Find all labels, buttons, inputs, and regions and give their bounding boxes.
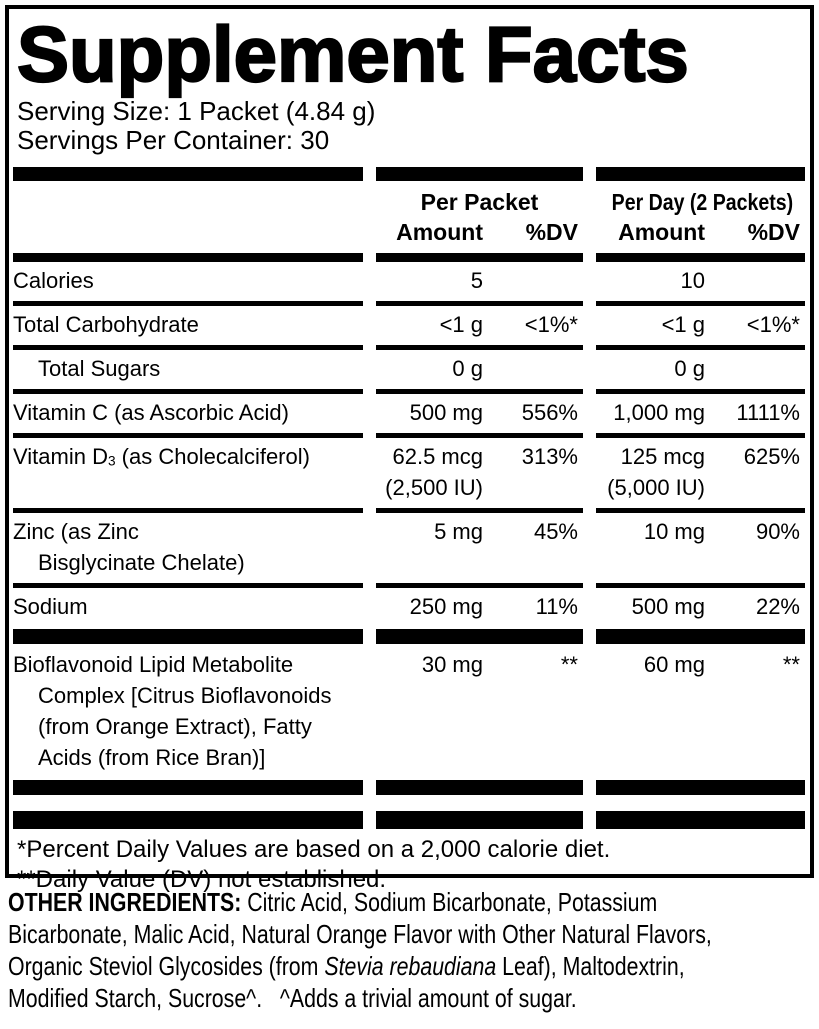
sodium-day-amount: 500 mg bbox=[631, 594, 705, 619]
calories-day bbox=[596, 265, 805, 296]
panel-title: Supplement Facts bbox=[17, 10, 689, 98]
footnote-percent-dv: *Percent Daily Values are based on a 2,000 calorie diet. bbox=[17, 836, 611, 863]
vitamin-d3-day-dv: 625% bbox=[743, 444, 800, 469]
total-sugars-day-amount: 0 g bbox=[674, 356, 705, 381]
supplement-facts-panel bbox=[5, 5, 814, 893]
bioflavonoid-complex-packet bbox=[376, 649, 583, 773]
separator-bar-segment bbox=[376, 583, 583, 588]
vitamin-c-packet-amount: 500 mg bbox=[409, 400, 483, 425]
separator-bar-segment bbox=[596, 508, 805, 513]
zinc-packet bbox=[376, 516, 583, 578]
supplement-label bbox=[0, 5, 819, 1029]
row-calories bbox=[13, 262, 806, 301]
total-carbohydrate-day bbox=[596, 309, 805, 340]
stevia-species-name: Stevia rebaudiana bbox=[324, 951, 497, 981]
row-vitamin-d3 bbox=[13, 438, 806, 508]
calories-day-amount: 10 bbox=[680, 268, 705, 293]
total-sugars-packet bbox=[376, 353, 583, 384]
vitamin-d3-packet-dv: 313% bbox=[521, 444, 578, 469]
vitamin-c-day-dv: 1111% bbox=[736, 400, 800, 425]
other-ingredients-text: Bicarbonate, Malic Acid, Natural Orange Flavor with Other Natural Flavors, bbox=[8, 919, 712, 949]
other-ingredients-text: Modified Starch, Sucrose^. ^Adds a trivial amount of sugar. bbox=[8, 983, 577, 1013]
zinc-day-amount: 10 mg bbox=[643, 519, 705, 544]
separator-bar bbox=[13, 301, 806, 306]
sodium-packet-dv: 11% bbox=[535, 594, 578, 619]
separator-bar-segment bbox=[596, 253, 805, 262]
table-bottom-bar bbox=[13, 797, 806, 829]
separator-bar-segment bbox=[376, 629, 583, 644]
sodium-packet-amount: 250 mg bbox=[409, 594, 483, 619]
separator-bar bbox=[13, 433, 806, 438]
other-ingredients-text: Leaf), Maltodextrin, bbox=[496, 951, 685, 981]
calories-label: Calories bbox=[13, 268, 94, 293]
header-spacer bbox=[13, 187, 363, 217]
total-sugars-day bbox=[596, 353, 805, 384]
separator-bar-segment bbox=[596, 345, 805, 350]
bioflavonoid-complex-day-amount: 60 mg bbox=[643, 652, 705, 677]
vitamin-c-packet-dv: 556% bbox=[521, 400, 578, 425]
separator-bar-segment bbox=[13, 389, 363, 394]
zinc-label: Zinc (as Zinc Bisglycinate Chelate) bbox=[13, 519, 245, 575]
separator-bar-segment bbox=[596, 167, 805, 181]
separator-bar-segment bbox=[13, 433, 363, 438]
calories-packet-amount: 5 bbox=[470, 268, 483, 293]
zinc-day bbox=[596, 516, 805, 578]
zinc-packet-amount: 5 mg bbox=[434, 519, 483, 544]
amount-column-header: Amount bbox=[618, 219, 705, 245]
separator-bar bbox=[13, 508, 806, 513]
separator-bar bbox=[13, 583, 806, 588]
sodium-label: Sodium bbox=[13, 594, 88, 619]
separator-bar-segment bbox=[376, 253, 583, 262]
separator-bar-segment bbox=[376, 433, 583, 438]
amount-column-header: Amount bbox=[396, 219, 483, 245]
sodium-packet bbox=[376, 591, 583, 622]
separator-bar-segment bbox=[376, 167, 583, 181]
row-total-carbohydrate bbox=[13, 306, 806, 345]
serving-size: Serving Size: 1 Packet (4.84 g) bbox=[17, 96, 376, 126]
separator-bar-segment bbox=[596, 629, 805, 644]
separator-bar bbox=[13, 345, 806, 350]
separator-bar-segment bbox=[376, 811, 583, 829]
separator-bar-segment bbox=[13, 508, 363, 513]
vitamin-c-label: Vitamin C (as Ascorbic Acid) bbox=[13, 400, 289, 425]
facts-table bbox=[13, 167, 806, 829]
separator-bar-segment bbox=[596, 389, 805, 394]
separator-bar-segment bbox=[376, 389, 583, 394]
other-ingredients-heading: OTHER INGREDIENTS: bbox=[8, 887, 248, 917]
column-group-header-per-packet: Per Packet bbox=[420, 189, 539, 215]
dv-column-header: %DV bbox=[747, 219, 800, 245]
table-header-row bbox=[13, 181, 806, 217]
thick-separator-bar bbox=[13, 627, 806, 646]
other-ingredients-text: Citric Acid, Sodium Bicarbonate, Potassium bbox=[247, 887, 658, 917]
vitamin-d3-packet-amount: 62.5 mcg (2,500 IU) bbox=[385, 444, 483, 500]
total-carbohydrate-packet-amount: <1 g bbox=[439, 312, 483, 337]
separator-bar bbox=[13, 389, 806, 394]
thick-separator-bar bbox=[13, 778, 806, 797]
separator-bar-segment bbox=[596, 301, 805, 306]
total-sugars-label: Total Sugars bbox=[38, 356, 161, 381]
separator-bar-segment bbox=[376, 780, 583, 795]
subheader-per-day bbox=[596, 217, 805, 247]
total-sugars-packet-amount: 0 g bbox=[452, 356, 483, 381]
separator-bar-segment bbox=[13, 811, 363, 829]
header-spacer bbox=[13, 217, 363, 247]
subscript: 3 bbox=[107, 453, 116, 469]
vitamin-d3-label: Vitamin D3 (as Cholecalciferol) bbox=[13, 444, 310, 469]
other-ingredients bbox=[8, 886, 811, 1014]
bioflavonoid-complex-packet-dv: ** bbox=[560, 652, 578, 677]
dv-column-header: %DV bbox=[525, 219, 578, 245]
header-bottom-bar bbox=[13, 253, 806, 262]
bioflavonoid-complex-packet-amount: 30 mg bbox=[421, 652, 483, 677]
bioflavonoid-complex-day-dv: ** bbox=[782, 652, 800, 677]
sodium-day bbox=[596, 591, 805, 622]
zinc-packet-dv: 45% bbox=[533, 519, 578, 544]
vitamin-d3-packet bbox=[376, 441, 583, 503]
vitamin-c-day bbox=[596, 397, 805, 428]
separator-bar-segment bbox=[13, 345, 363, 350]
separator-bar-segment bbox=[376, 301, 583, 306]
zinc-day-dv: 90% bbox=[755, 519, 800, 544]
total-carbohydrate-packet bbox=[376, 309, 583, 340]
vitamin-d3-day bbox=[596, 441, 805, 503]
separator-bar-segment bbox=[596, 433, 805, 438]
row-bioflavonoid-complex bbox=[13, 646, 806, 778]
other-ingredients-text: Organic Steviol Glycosides (from bbox=[8, 951, 325, 981]
separator-bar-segment bbox=[596, 811, 805, 829]
separator-bar-segment bbox=[13, 167, 363, 181]
separator-bar-segment bbox=[596, 780, 805, 795]
vitamin-d3-day-amount: 125 mcg (5,000 IU) bbox=[607, 444, 705, 500]
separator-bar-segment bbox=[376, 345, 583, 350]
separator-bar-segment bbox=[13, 583, 363, 588]
table-subheader-row bbox=[13, 217, 806, 253]
row-total-sugars bbox=[13, 350, 806, 389]
footnote-not-established: **Daily Value (DV) not established. bbox=[17, 866, 387, 893]
total-carbohydrate-day-dv: <1%* bbox=[746, 312, 800, 337]
bioflavonoid-complex-day bbox=[596, 649, 805, 773]
subheader-per-packet bbox=[376, 217, 583, 247]
separator-bar-segment bbox=[13, 629, 363, 644]
vitamin-c-day-amount: 1,000 mg bbox=[613, 400, 705, 425]
separator-bar-segment bbox=[376, 508, 583, 513]
calories-packet bbox=[376, 265, 583, 296]
separator-bar-segment bbox=[596, 583, 805, 588]
row-zinc bbox=[13, 513, 806, 583]
column-group-header-per-day: Per Day (2 Packets) bbox=[611, 189, 794, 215]
bioflavonoid-complex-label: Bioflavonoid Lipid Metabolite Complex [Citrus Bioflavonoids (from Orange Extract), Fatty Acids (from Rice Bran)] bbox=[13, 652, 332, 770]
table-top-bar bbox=[13, 167, 806, 181]
row-sodium bbox=[13, 588, 806, 627]
total-carbohydrate-packet-dv: <1%* bbox=[524, 312, 578, 337]
vitamin-c-packet bbox=[376, 397, 583, 428]
separator-bar-segment bbox=[13, 253, 363, 262]
separator-bar-segment bbox=[13, 301, 363, 306]
sodium-day-dv: 22% bbox=[755, 594, 800, 619]
servings-per-container: Servings Per Container: 30 bbox=[17, 125, 330, 155]
total-carbohydrate-label: Total Carbohydrate bbox=[13, 312, 199, 337]
separator-bar-segment bbox=[13, 780, 363, 795]
row-vitamin-c bbox=[13, 394, 806, 433]
total-carbohydrate-day-amount: <1 g bbox=[661, 312, 705, 337]
